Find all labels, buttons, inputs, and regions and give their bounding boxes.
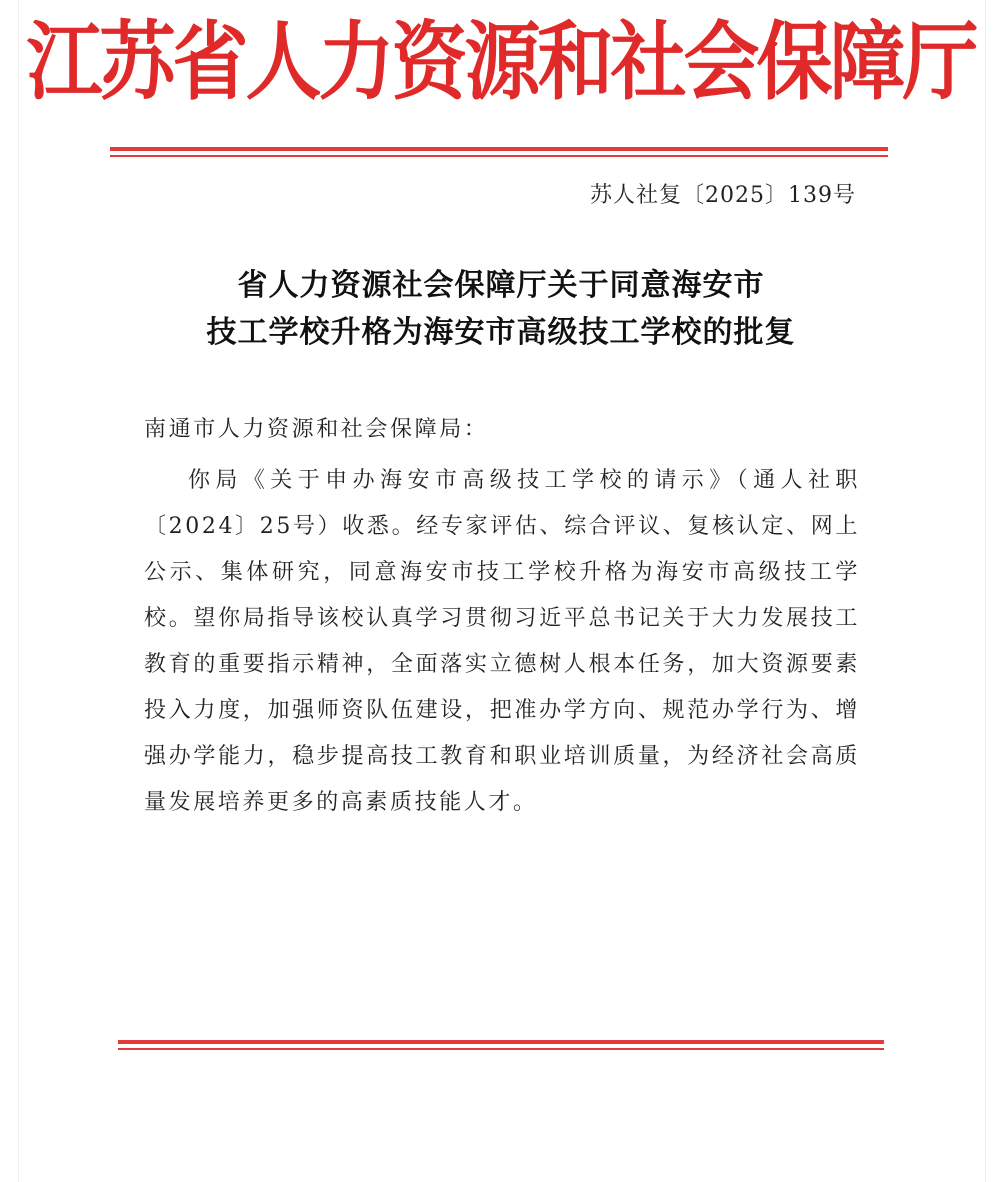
footer-rule-thick	[118, 1040, 884, 1044]
issuer-masthead: 江苏省人力资源和社会保障厅	[26, 11, 976, 112]
masthead-rule-thin	[110, 155, 888, 157]
addressee: 南通市人力资源和社会保障局：	[144, 417, 489, 442]
masthead-rule-thick	[110, 147, 888, 151]
document-title-line-2: 技工学校升格为海安市高级技工学校的批复	[206, 315, 796, 350]
body-paragraph: 你局《关于申办海安市高级技工学校的请示》（通人社职〔2024〕25号）收悉。经专家评估、综合评议、复核认定、网上公示、集体研究，同意海安市技工学校升格为海安市高级技工学校。望你局指导该校认真学习贯彻习近平总书记关于大力发展技工教育的重要指示精神，全面落实立德树人根本任务，加大资源要素投入力度，加强师资队伍建设，把准办学方向、规范办学行为、增强办学能力，稳步提高技工教育和职业培训质量，为经济社会高质量发展培养更多的高素质技能人才。	[144, 468, 860, 815]
document-title-line-1: 省人力资源社会保障厅关于同意海安市	[237, 268, 765, 303]
document-number: 苏人社复〔2025〕139号	[590, 183, 856, 208]
footer-rule-thin	[118, 1048, 884, 1050]
